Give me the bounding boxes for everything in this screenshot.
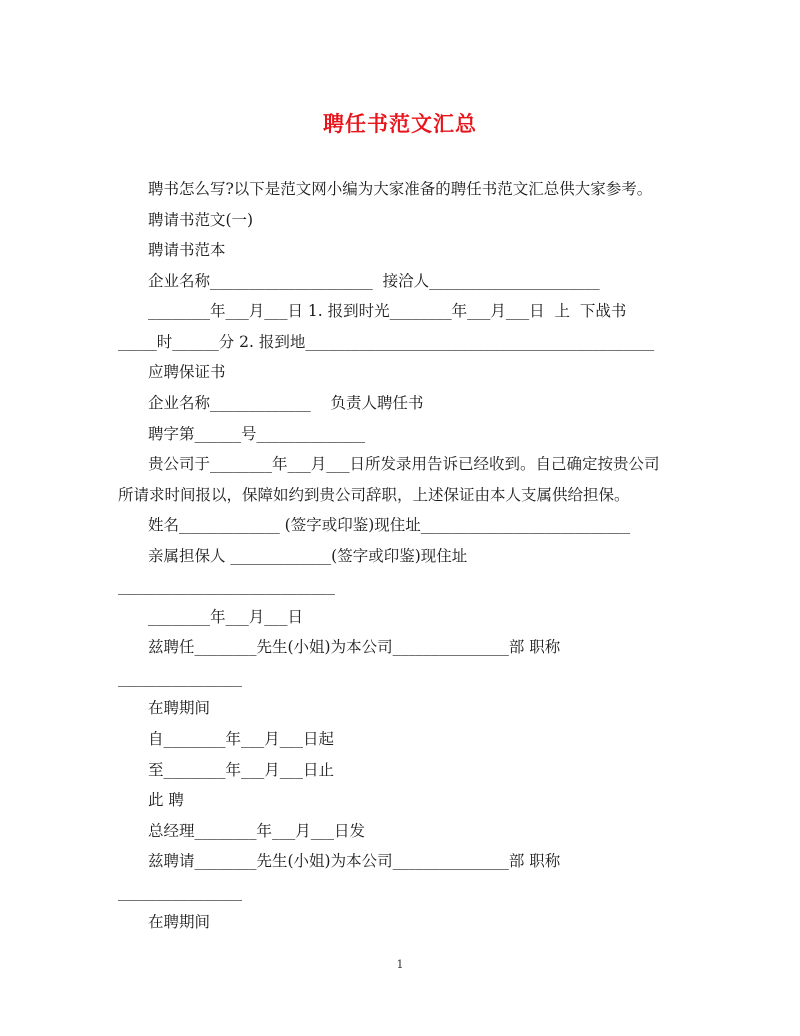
issuer-date-line: 总经理________年___月___日发 — [148, 822, 366, 840]
subheading: 应聘保证书 — [148, 363, 226, 381]
page-number: 1 — [396, 958, 404, 971]
time-location-line: _____时______分 2. 报到地_____________________________________________ — [118, 333, 655, 351]
end-date-line: 至________年___月___日止 — [148, 761, 335, 779]
intro-paragraph: 聘书怎么写?以下是范文网小编为大家准备的聘任书范文汇总供大家参考。 — [148, 180, 653, 198]
subheading: 聘请书范本 — [148, 241, 226, 259]
closing-line: 此 聘 — [148, 791, 184, 809]
appointment-line: 兹聘请________先生(小姐)为本公司_______________部 职称 — [148, 852, 561, 870]
company-contact-line: 企业名称_____________________ 接洽人______________________ — [148, 272, 600, 290]
body-paragraph-line: 所请求时间报以，保障如约到贵公司辞职，上述保证由本人支属供给担保。 — [118, 486, 630, 504]
blank-line: ________________ — [118, 669, 242, 687]
appointment-number-line: 聘字第______号______________ — [148, 425, 366, 443]
guarantor-line: 亲属担保人 _____________(签字或印鉴)现住址 — [148, 547, 468, 565]
term-heading: 在聘期间 — [148, 913, 211, 931]
appointment-line: 兹聘任________先生(小姐)为本公司_______________部 职称 — [148, 638, 561, 656]
date-report-line: ________年___月___日 1. 报到时光________年___月___日 上 下战书 — [148, 302, 627, 320]
start-date-line: 自________年___月___日起 — [148, 730, 335, 748]
blank-line: ________________ — [118, 883, 242, 901]
blank-line: ____________________________ — [118, 577, 335, 595]
company-name-line: 企业名称_____________ 负责人聘任书 — [148, 394, 424, 412]
section-heading: 聘请书范文(一) — [148, 211, 254, 229]
body-paragraph-line: 贵公司于________年___月___日所发录用告诉已经收到。自己确定按贵公司 — [148, 455, 660, 473]
term-heading: 在聘期间 — [148, 699, 211, 717]
date-line: ________年___月___日 — [148, 608, 304, 626]
name-address-line: 姓名_____________ (签字或印鉴)现住址___________________________ — [148, 516, 631, 534]
document-title: 聘任书范文汇总 — [323, 111, 477, 136]
